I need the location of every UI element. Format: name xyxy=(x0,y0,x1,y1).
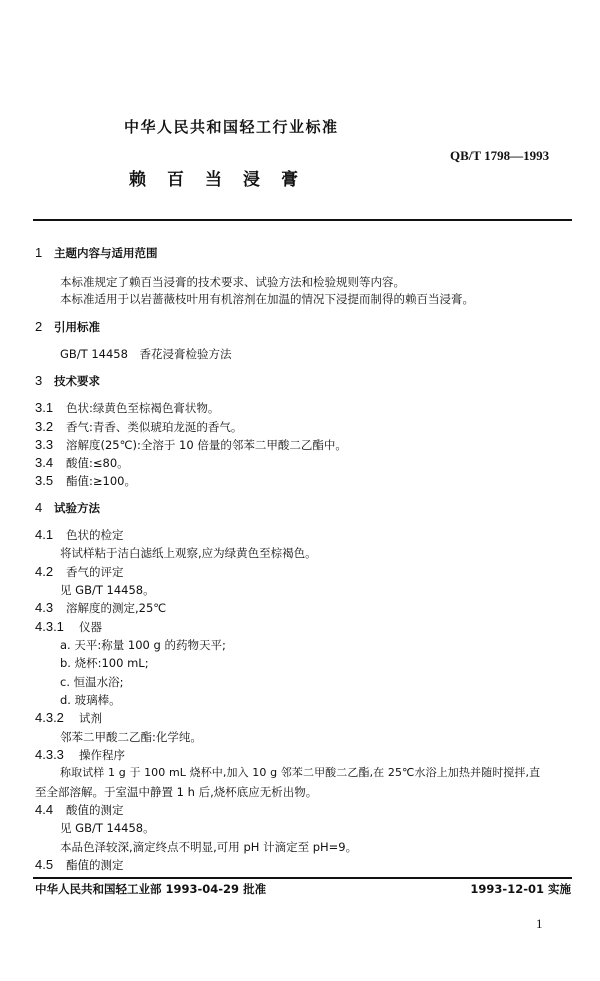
issuing-agency: 中华人民共和国轻工行业标准 xyxy=(124,118,339,136)
clause-number: 3.4 xyxy=(35,455,54,470)
clause-number: 3.5 xyxy=(35,473,54,488)
clause-number: 4.3.1 xyxy=(35,619,64,634)
clause-number: 4.5 xyxy=(35,857,54,872)
header-rule xyxy=(33,219,572,221)
list-item: a. 天平:称量 100 g 的药物天平; xyxy=(60,638,226,652)
clause-title: 色状的检定 xyxy=(66,528,124,542)
section-heading: 技术要求 xyxy=(54,374,100,388)
page-number: 1 xyxy=(536,916,543,931)
section-number: 1 xyxy=(35,245,43,260)
clause-text: 酸值:≤80。 xyxy=(66,456,129,470)
clause-title: 仪器 xyxy=(79,620,102,634)
paragraph: 称取试样 1 g 于 100 mL 烧杯中,加入 10 g 邻苯二甲酸二乙酯,在 25℃水浴上加热并随时搅拌,直 xyxy=(60,766,541,779)
section-heading: 引用标准 xyxy=(54,320,100,334)
paragraph: 本标准适用于以岩蔷薇枝叶用有机溶剂在加温的情况下浸提而制得的赖百当浸膏。 xyxy=(60,292,474,306)
clause-number: 4.4 xyxy=(35,802,54,817)
paragraph: 至全部溶解。于室温中静置 1 h 后,烧杯底应无析出物。 xyxy=(35,785,318,799)
footer-rule xyxy=(33,877,572,879)
section-heading: 试验方法 xyxy=(54,501,100,515)
paragraph: 本品色泽较深,滴定终点不明显,可用 pH 计滴定至 pH=9。 xyxy=(60,840,358,854)
clause-title: 操作程序 xyxy=(79,748,125,762)
clause-number: 4.3.2 xyxy=(35,710,64,725)
effective-date: 1993-12-01 实施 xyxy=(470,882,571,896)
clause-number: 3.2 xyxy=(35,419,54,434)
paragraph: 本标准规定了赖百当浸膏的技术要求、试验方法和检验规则等内容。 xyxy=(60,275,405,289)
reference: GB/T 14458 香花浸膏检验方法 xyxy=(60,347,232,361)
clause-title: 香气的评定 xyxy=(66,565,124,579)
paragraph: 将试样粘于洁白滤纸上观察,应为绿黄色至棕褐色。 xyxy=(60,546,317,560)
section-number: 3 xyxy=(35,373,43,388)
clause-text: 溶解度(25℃):全溶于 10 倍量的邻苯二甲酸二乙酯中。 xyxy=(66,438,347,452)
clause-title: 试剂 xyxy=(79,711,102,725)
clause-text: 色状:绿黄色至棕褐色膏状物。 xyxy=(66,401,220,415)
clause-text: 酯值:≥100。 xyxy=(66,474,136,488)
paragraph: 见 GB/T 14458。 xyxy=(60,821,155,835)
section-number: 2 xyxy=(35,319,43,334)
list-item: b. 烧杯:100 mL; xyxy=(60,656,149,670)
section-number: 4 xyxy=(35,500,43,515)
clause-number: 4.2 xyxy=(35,564,54,579)
list-item: d. 玻璃棒。 xyxy=(60,693,121,707)
approval-statement: 中华人民共和国轻工业部 1993-04-29 批准 xyxy=(35,882,267,896)
standard-code: QB/T 1798—1993 xyxy=(450,148,550,163)
list-item: c. 恒温水浴; xyxy=(60,675,124,689)
clause-number: 4.3.3 xyxy=(35,747,64,762)
document-title: 赖 百 当 浸 膏 xyxy=(129,170,300,190)
clause-text: 香气:青香、类似琥珀龙涎的香气。 xyxy=(66,420,243,434)
clause-number: 4.3 xyxy=(35,600,54,615)
clause-number: 3.1 xyxy=(35,400,54,415)
paragraph: 见 GB/T 14458。 xyxy=(60,583,155,597)
clause-title: 酯值的测定 xyxy=(66,858,124,872)
paragraph: 邻苯二甲酸二乙酯:化学纯。 xyxy=(60,730,202,744)
clause-title: 酸值的测定 xyxy=(66,803,124,817)
section-heading: 主题内容与适用范围 xyxy=(54,246,158,260)
clause-title: 溶解度的测定,25℃ xyxy=(66,601,167,615)
clause-number: 3.3 xyxy=(35,437,54,452)
clause-number: 4.1 xyxy=(35,527,54,542)
